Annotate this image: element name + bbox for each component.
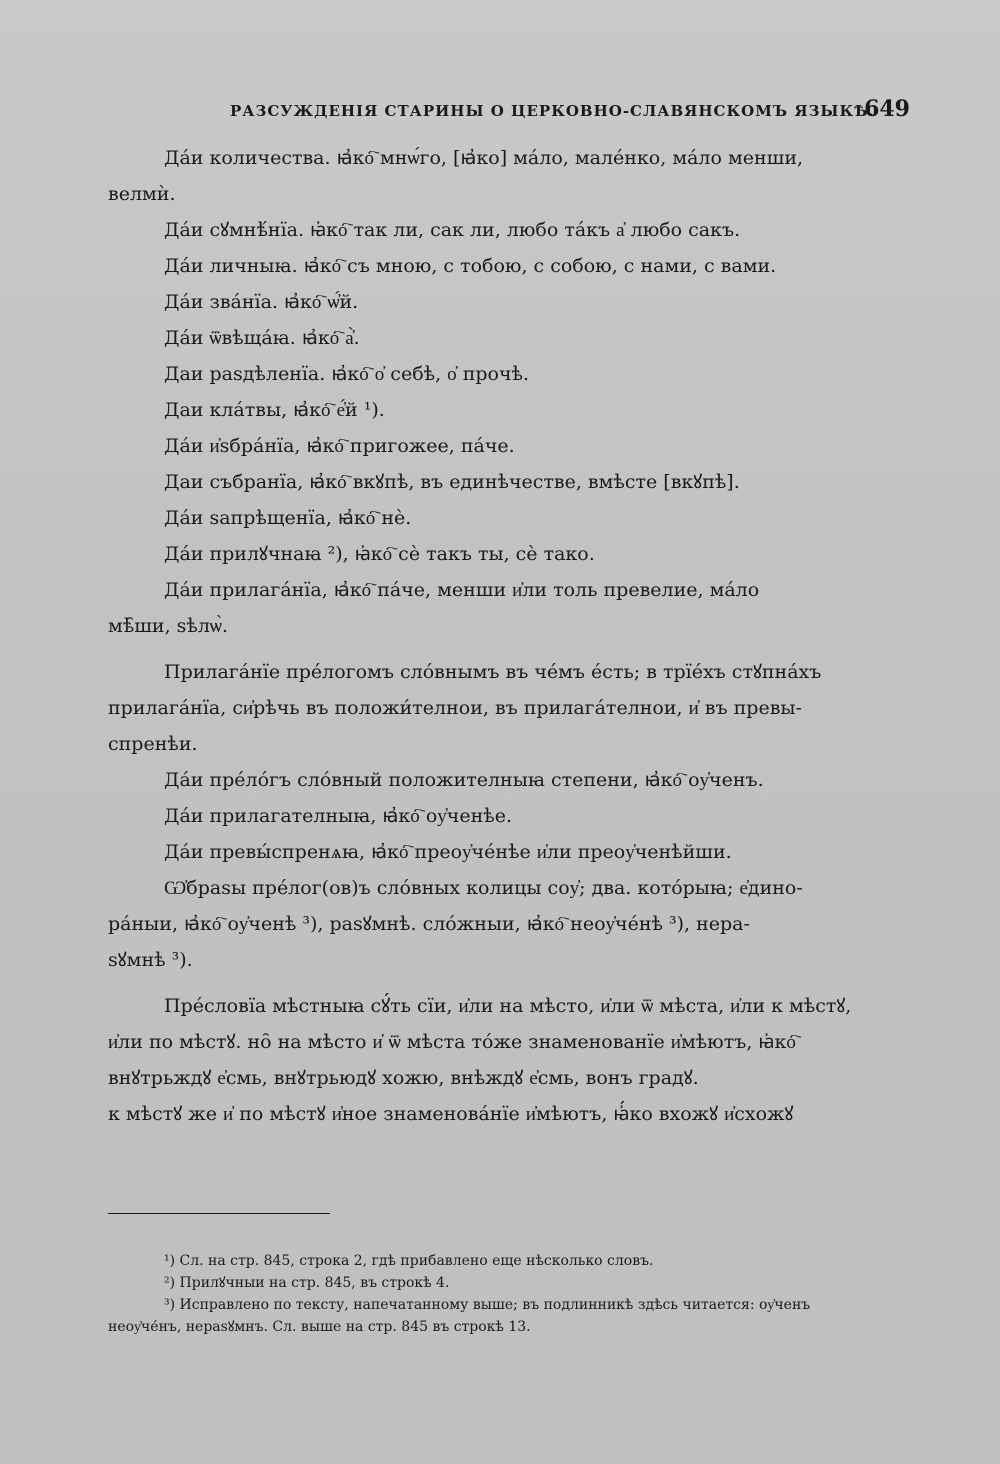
text-line: Даи кла́твы, ꙗ҆ко҇ е҆́й ¹). xyxy=(164,399,385,421)
text-line: Да́и личныꙗ. ꙗ҆ко҇ съ мною, с тобою, с собою, с нами, с вами. xyxy=(164,255,777,277)
text-line: Да́и прилага́нїа, ꙗ҆ко҇ па́че, менши и҆ли толь превелие, ма́ло xyxy=(164,579,760,601)
footnotes xyxy=(108,1250,918,1338)
text-line: внꙋтрьждꙋ е҆смь, внꙋтрьюдꙋ хожю, внѣждꙋ е҆смь, вонъ градꙋ. xyxy=(108,1067,699,1089)
text-line: ѕꙋмнѣ ³). xyxy=(108,949,193,971)
footnote-3: ³) Исправлено по тексту, напечатанному выше; въ подлинникѣ здѣсь читается: оу҆ченъ xyxy=(164,1297,811,1313)
text-line: спренѣи. xyxy=(108,733,198,755)
text-line: Да́и прилꙋчнаꙗ ²), ꙗ҆ко҇ сѐ такъ ты, сѐ тако. xyxy=(164,543,595,565)
text-line: мѣ̑ши, ѕѣлѡ̀. xyxy=(108,615,228,637)
footnote-separator xyxy=(108,1213,330,1214)
main-text xyxy=(108,140,912,1132)
text-line: Да́и прилагателныꙗ, ꙗ҆ко҇ оу҆ченѣе. xyxy=(164,805,512,827)
text-line: Ѡ҆браѕы пре́лог(ов)ъ сло́вных колицы соу҆; два. кото́рыꙗ; е҆дино- xyxy=(164,877,803,899)
text-line: Да́и и҆ѕбра́нїа, ꙗ҆ко҇ пригожее, па́че. xyxy=(164,435,515,457)
text-line: к мѣстꙋ же и҆ по мѣстꙋ и҆ное знаменова́нїе и҆мѣютъ, ꙗ҆́ко вхожꙋ и҆схожꙋ xyxy=(108,1103,794,1125)
footnote-1: ¹) Сл. на стр. 845, строка 2, гдѣ прибавлено еще нѣсколько словъ. xyxy=(164,1253,654,1269)
text-line: Да́и зва́нїа. ꙗ҆ко҇ ѡ҆́й. xyxy=(164,291,359,313)
text-line: велмѝ. xyxy=(108,183,176,205)
text-line: Прилага́нїе пре́логомъ сло́внымъ въ че́мъ е́сть; в трїе́хъ стꙋпна́хъ xyxy=(164,661,822,683)
text-line: прилага́нїа, си҆рѣчь въ положи́телнои, въ прилага́телнои, и҆ въ превы- xyxy=(108,697,802,719)
text-line: Да́и количества. ꙗ҆ко҇ мнѡ́го, [ꙗ҆ко] ма́ло, мале́нко, ма́ло менши, xyxy=(164,147,804,169)
page-header xyxy=(230,96,910,126)
text-line: Да́и превы́спренѧꙗ, ꙗ҆ко҇ преоу҆че́нѣе и҆ли преоу҆ченѣйши. xyxy=(164,841,732,863)
footnote-3-continuation: неоу҆че́нъ, нераѕꙋмнъ. Сл. выше на стр. 845 въ строкѣ 13. xyxy=(108,1319,531,1335)
running-head: РАЗСУЖДЕНІЯ СТАРИНЫ О ЦЕРКОВНО-СЛАВЯНСКОМЪ ЯЗЫКѢ. xyxy=(230,102,875,120)
page-number: 649 xyxy=(864,96,910,122)
footnote-2: ²) Прилꙋчныи на стр. 845, въ строкѣ 4. xyxy=(164,1275,450,1291)
text-line: ра́ныи, ꙗ҆ко҇ оу҆ченѣ ³), раѕꙋмнѣ. сло́жныи, ꙗ҆ко҇ неоу҆че́нѣ ³), нера- xyxy=(108,913,750,935)
text-line: Да́и ѕапрѣщенїа, ꙗ҆ко҇ нѐ. xyxy=(164,507,412,529)
text-line: Даи раѕдѣленїа. ꙗ҆ко҇ о҆ себѣ, о҆ прочѣ. xyxy=(164,363,530,385)
text-line: Да́и пре́ло́гъ сло́вный положителныꙗ степени, ꙗ҆ко҇ оу҆ченъ. xyxy=(164,769,764,791)
text-line: Да́и ѿвѣща́ꙗ. ꙗ҆ко҇ а҆̀. xyxy=(164,327,360,349)
text-line: Да́и сꙋмнѣ́нїа. ꙗ҆ко҇ так ли, сак ли, любо та́къ а҆ любо сакъ. xyxy=(164,219,741,241)
text-line: Пре́словїа мѣстныꙗ сꙋ́ть сїи, и҆ли на мѣсто, и҆ли ѿ мѣста, и҆ли к мѣстꙋ, xyxy=(164,995,852,1017)
text-line: и҆ли по мѣстꙋ. но̑ на мѣсто и҆ ѿ мѣста то́же знаменованїе и҆мѣютъ, ꙗ҆ко҇ xyxy=(108,1031,796,1053)
text-line: Даи събранїа, ꙗ҆ко҇ вкꙋпѣ, въ единѣчестве, вмѣсте [вкꙋпѣ]. xyxy=(164,471,740,493)
